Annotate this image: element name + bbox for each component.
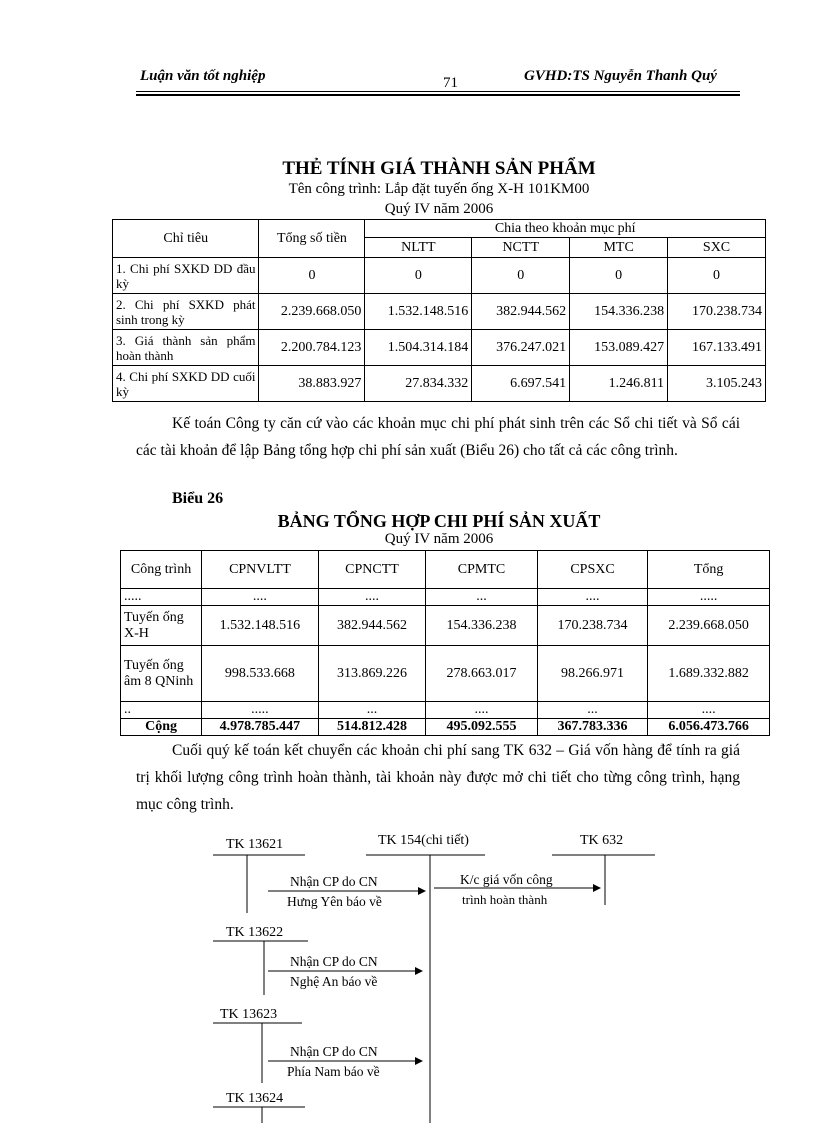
cell: 514.812.428 xyxy=(318,719,425,736)
table-row xyxy=(121,606,770,646)
cell: 6.697.541 xyxy=(472,366,570,402)
cell: ..... xyxy=(121,589,202,606)
row-label: 1. Chi phí SXKD DD đầu kỳ xyxy=(113,258,259,294)
cell: 6.056.473.766 xyxy=(648,719,770,736)
cell: 278.663.017 xyxy=(426,646,538,702)
col-header-cpnctt: CPNCTT xyxy=(318,551,425,589)
cell: 170.238.734 xyxy=(668,294,766,330)
col-header-sxc: SXC xyxy=(668,238,766,258)
cell: 0 xyxy=(570,258,668,294)
cell: ..... xyxy=(648,589,770,606)
table2-label: Biểu 26 xyxy=(172,490,224,507)
col-header-cong-trinh: Công trình xyxy=(121,551,202,589)
cell: Tuyến ống âm 8 QNinh xyxy=(121,646,202,702)
tk13621-label: TK 13621 xyxy=(226,837,284,852)
cell: 0 xyxy=(259,258,365,294)
cell: 2.239.668.050 xyxy=(259,294,365,330)
table1-title: THẺ TÍNH GIÁ THÀNH SẢN PHẨM xyxy=(282,158,596,179)
header-thesis-label: Luận văn tốt nghiệp xyxy=(140,68,266,84)
cost-summary-table xyxy=(120,550,770,736)
cell: 38.883.927 xyxy=(259,366,365,402)
cell: .. xyxy=(121,702,202,719)
cell: 98.266.971 xyxy=(537,646,648,702)
cell: 1.532.148.516 xyxy=(365,294,472,330)
tk13622-label: TK 13622 xyxy=(226,925,284,940)
paragraph-2: Cuối quý kế toán kết chuyển các khoản chi phí sang TK 632 – Giá vốn hàng để tính ra giá trị khối lượng công trình hoàn thành, tài khoản này được mở chi tiết cho từng công trình, hạng mục công trình. xyxy=(136,742,740,813)
table-row xyxy=(113,294,766,330)
cell: ... xyxy=(318,702,425,719)
table-row xyxy=(121,646,770,702)
cell: 495.092.555 xyxy=(426,719,538,736)
table2-title: BẢNG TỔNG HỢP CHI PHÍ SẢN XUẤT xyxy=(277,511,601,531)
total-row xyxy=(121,719,770,736)
arrow4-line1: Nhận CP do CN xyxy=(290,1044,378,1059)
col-header-nltt: NLTT xyxy=(365,238,472,258)
cell: 1.532.148.516 xyxy=(202,606,319,646)
col-header-tong: Tổng xyxy=(648,551,770,589)
cell: 154.336.238 xyxy=(426,606,538,646)
cell: 0 xyxy=(668,258,766,294)
table-row xyxy=(113,258,766,294)
cell: 1.689.332.882 xyxy=(648,646,770,702)
arrow2-line1: K/c giá vốn công xyxy=(460,872,553,887)
table1-subtitle: Tên công trình: Lắp đặt tuyến ống X-H 101KM00 xyxy=(288,181,590,197)
cell: 2.200.784.123 xyxy=(259,330,365,366)
header-rule-thick xyxy=(136,94,740,96)
cell: 0 xyxy=(472,258,570,294)
cell: 382.944.562 xyxy=(318,606,425,646)
cell: 27.834.332 xyxy=(365,366,472,402)
cell: 1.246.811 xyxy=(570,366,668,402)
cell: ... xyxy=(537,702,648,719)
col-header-chi-tieu: Chỉ tiêu xyxy=(113,220,259,258)
row-label: 4. Chi phí SXKD DD cuối kỳ xyxy=(113,366,259,402)
cell: 153.089.427 xyxy=(570,330,668,366)
cost-card-table xyxy=(112,219,766,402)
arrow1-line1: Nhận CP do CN xyxy=(290,874,378,889)
header-advisor: GVHD:TS Nguyễn Thanh Quý xyxy=(524,68,717,84)
tk154-label: TK 154(chi tiết) xyxy=(378,833,469,848)
cell: .... xyxy=(202,589,319,606)
cell: 170.238.734 xyxy=(537,606,648,646)
cell: 382.944.562 xyxy=(472,294,570,330)
cell: 154.336.238 xyxy=(570,294,668,330)
cell: 2.239.668.050 xyxy=(648,606,770,646)
cell: 1.504.314.184 xyxy=(365,330,472,366)
cell: .... xyxy=(318,589,425,606)
tk13624-label: TK 13624 xyxy=(226,1091,284,1106)
cell: 167.133.491 xyxy=(668,330,766,366)
cell: 0 xyxy=(365,258,472,294)
arrow1-line2: Hưng Yên báo về xyxy=(287,894,382,909)
col-header-cpmtc: CPMTC xyxy=(426,551,538,589)
col-header-group: Chia theo khoản mục phí xyxy=(365,220,766,238)
arrow3-line1: Nhận CP do CN xyxy=(290,954,378,969)
cell: 998.533.668 xyxy=(202,646,319,702)
cell: ..... xyxy=(202,702,319,719)
row-label: 3. Giá thành sản phẩm hoàn thành xyxy=(113,330,259,366)
table2-period: Quý IV năm 2006 xyxy=(384,531,494,547)
paragraph-1: Kế toán Công ty căn cứ vào các khoản mục chi phí phát sinh trên các Sổ chi tiết và Sổ cái các tài khoản để lập Bảng tổng hợp chi phí sản xuất (Biểu 26) cho tất cả các công trình. xyxy=(136,415,740,459)
arrow4-line2: Phía Nam báo về xyxy=(287,1064,380,1079)
col-header-tong: Tổng số tiền xyxy=(259,220,365,258)
cell: .... xyxy=(648,702,770,719)
cell: Cộng xyxy=(121,719,202,736)
row-label: 2. Chi phí SXKD phát sinh trong kỳ xyxy=(113,294,259,330)
cell: 376.247.021 xyxy=(472,330,570,366)
col-header-mtc: MTC xyxy=(570,238,668,258)
col-header-cpnvltt: CPNVLTT xyxy=(202,551,319,589)
page-number: 71 xyxy=(443,75,458,91)
table1-period: Quý IV năm 2006 xyxy=(384,201,494,217)
t-account-diagram xyxy=(0,820,816,1123)
col-header-nctt: NCTT xyxy=(472,238,570,258)
cell: 3.105.243 xyxy=(668,366,766,402)
cell: 367.783.336 xyxy=(537,719,648,736)
col-header-cpsxc: CPSXC xyxy=(537,551,648,589)
cell: 313.869.226 xyxy=(318,646,425,702)
table-row xyxy=(113,366,766,402)
cell: .... xyxy=(426,702,538,719)
cell: 4.978.785.447 xyxy=(202,719,319,736)
arrow3-line2: Nghệ An báo về xyxy=(290,974,378,989)
cell: Tuyến ống X-H xyxy=(121,606,202,646)
tk13623-label: TK 13623 xyxy=(220,1007,278,1022)
table-row xyxy=(113,330,766,366)
tk632-label: TK 632 xyxy=(580,833,624,848)
cell: .... xyxy=(537,589,648,606)
header-rule-thin xyxy=(136,91,740,92)
table-row xyxy=(121,702,770,719)
table-row xyxy=(121,589,770,606)
cell: ... xyxy=(426,589,538,606)
arrow2-line2: trình hoàn thành xyxy=(462,892,548,907)
